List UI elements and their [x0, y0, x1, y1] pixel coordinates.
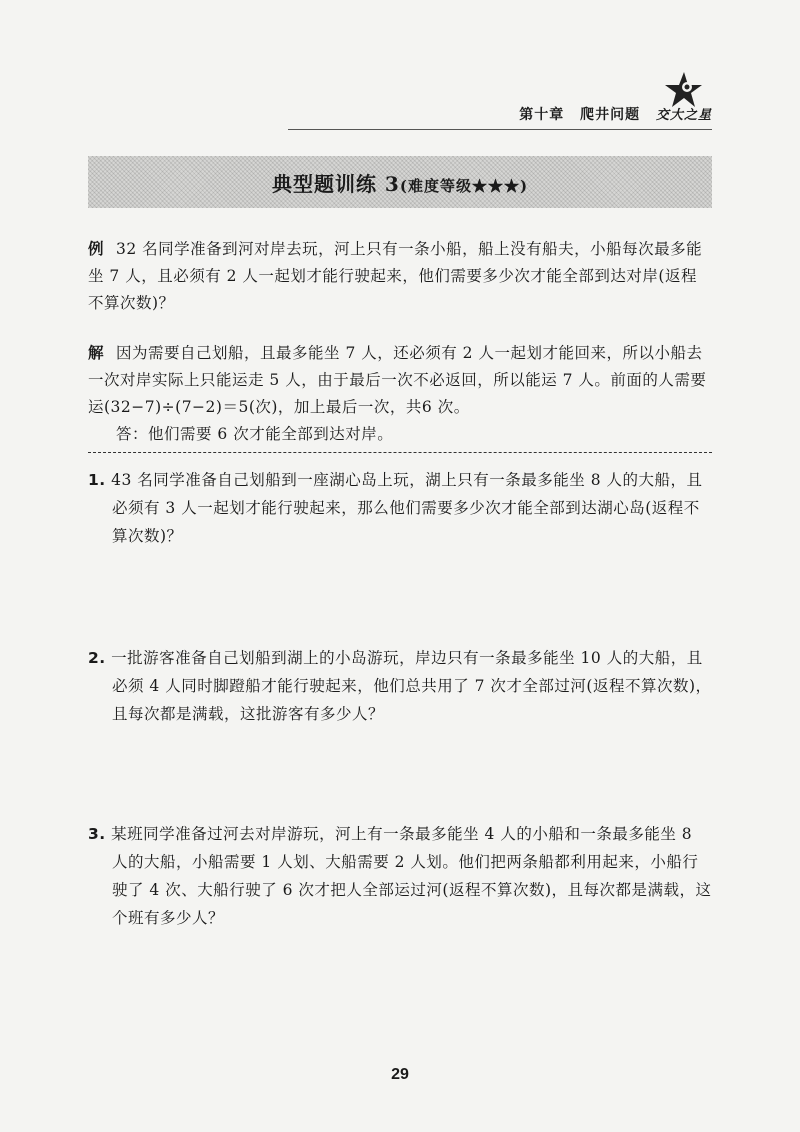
- chapter-label: 第十章: [519, 107, 565, 123]
- problem-3: [88, 820, 712, 932]
- running-header: [509, 104, 712, 124]
- problem-number: 1.: [88, 471, 106, 489]
- solution-block: [88, 340, 712, 448]
- difficulty-label: (难度等级★★★): [399, 177, 529, 195]
- problem-text: 某班同学准备过河去对岸游玩，河上有一条最多能坐 4 人的小船和一条最多能坐 8 人的大船，小船需要 1 人划、大船需要 2 人划。他们把两条船都利用起来，小船行驶了 4 次、大船行驶了 6 次才把人全部运过河(返程不算次数)，且每次都是满载，这个班有多少人？: [111, 825, 712, 927]
- problem-text: 一批游客准备自己划船到湖上的小岛游玩，岸边只有一条最多能坐 10 人的大船，且必须 4 人同时脚蹬船才能行驶起来，他们总共用了 7 次才全部过河(返程不算次数)，且每次都是满载，这批游客有多少人？: [111, 649, 712, 723]
- section-title-text: 典型题训练 3: [271, 172, 400, 196]
- problem-number: 3.: [88, 825, 106, 843]
- example-block: [88, 236, 712, 317]
- problem-2: [88, 644, 712, 728]
- example-text: 32 名同学准备到河对岸去玩，河上只有一条小船，船上没有船夫，小船每次最多能坐 7 人，且必须有 2 人一起划才能行驶起来，他们需要多少次才能全部到达对岸(返程不算次数)？: [88, 240, 703, 312]
- example-tag: 例: [88, 240, 105, 258]
- problem-number: 2.: [88, 649, 106, 667]
- section-title: [88, 168, 712, 197]
- solution-answer: 答：他们需要 6 次才能全部到达对岸。: [116, 425, 394, 443]
- solution-text: 因为需要自己划船，且最多能坐 7 人，还必须有 2 人一起划才能回来，所以小船去一次对岸实际上只能运走 5 人，由于最后一次不必返回，所以能运 7 人。前面的人需要运(32−7)÷(7−2)＝5(次)，加上最后一次，共6 次。: [88, 344, 707, 416]
- brand-label: 交大之星: [655, 108, 712, 123]
- solution-tag: 解: [88, 344, 105, 362]
- problem-1: [88, 466, 712, 550]
- topic-label: 爬井问题: [580, 107, 641, 123]
- title-banner: [88, 156, 712, 208]
- header-rule: [288, 129, 712, 130]
- section-divider: [88, 452, 712, 453]
- page-number: 29: [391, 1066, 409, 1083]
- problem-text: 43 名同学准备自己划船到一座湖心岛上玩，湖上只有一条最多能坐 8 人的大船，且必须有 3 人一起划才能行驶起来，那么他们需要多少次才能全部到达湖心岛(返程不算次数)？: [111, 471, 703, 545]
